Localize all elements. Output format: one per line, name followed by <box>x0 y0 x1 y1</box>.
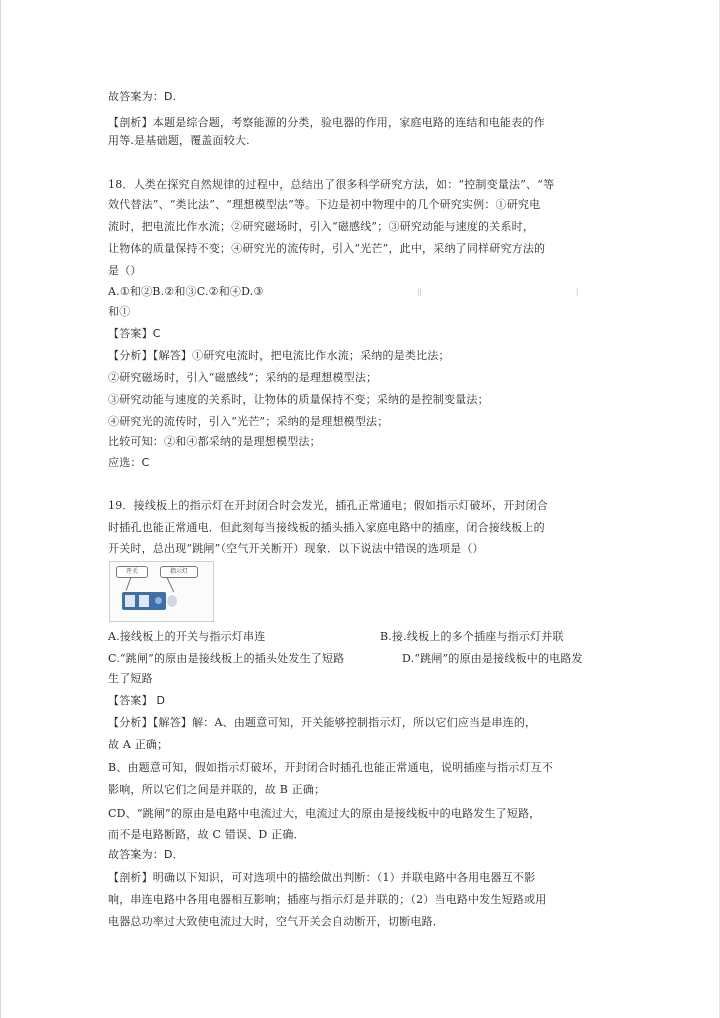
solution-19-line-3: B、由题意可知，假如指示灯破坏，开封闭合时插孔也能正常通电，说明插座与指示灯互不 <box>108 761 554 774</box>
question-19-line-1: 19．接线板上的指示灯在开封闭合时会发光，插孔正常通电；假如指示灯破坏，开封闭合 <box>108 499 548 512</box>
scan-mark: | <box>576 288 579 296</box>
solution-18-line-5: 比较可知：②和④都采纳的是理想模型法； <box>108 435 321 448</box>
solution-18-line-4: ④研究光的流传时，引入“光芒”；采纳的是理想模型法； <box>108 415 389 428</box>
socket-icon <box>125 595 135 607</box>
answer-18: 【答案】C <box>108 327 161 340</box>
analysis-line-1: 【剖析】本题是综合题，考察能源的分类，验电器的作用，家庭电路的连结和电能表的作 <box>108 116 545 129</box>
question-18-options: A.①和②B.②和③C.②和④D.③ <box>108 285 264 298</box>
solution-19-line-4: 影响，所以它们之间是并联的，故 B 正确； <box>108 783 326 796</box>
figure-pointer <box>126 577 132 590</box>
question-18-options-cont: 和① <box>108 305 131 318</box>
analysis-line-2: 用等.是基础题，覆盖面较大. <box>108 134 250 147</box>
question-18-line-5: 是（） <box>108 264 142 277</box>
solution-19-line-6: 而不是电路断路，故 C 错误、D 正确． <box>108 828 305 841</box>
question-18-line-3: 流时，把电流比作水流；②研究磁场时，引入“磁感线”；③研究动能与速度的关系时， <box>108 220 535 233</box>
question-19-option-a: A.接线板上的开关与指示灯串连 <box>108 630 266 643</box>
power-strip-figure <box>109 561 214 622</box>
solution-18-line-1: 【分析】【解答】①研究电流时，把电流比作水流；采纳的是类比法； <box>108 349 450 362</box>
figure-label-indicator: 指示灯 <box>160 566 198 578</box>
analysis-19-line-1: 【剖析】明确以下知识，可对选项中的描绘做出判断：（1）并联电路中各用电器互不影 <box>108 871 536 884</box>
analysis-19-line-3: 电器总功率过大致使电流过大时，空气开关会自动断开，切断电路． <box>108 915 444 928</box>
page-edge-left <box>0 0 1 1018</box>
solution-18-line-2: ②研究磁场时，引入“磁感线”；采纳的是理想模型法； <box>108 371 378 384</box>
question-18-line-1: 18．人类在探究自然规律的过程中，总结出了很多科学研究方法，如：“控制变量法”、“等 <box>108 178 555 191</box>
question-19-option-b: B.接.线板上的多个插座与指示灯并联 <box>380 630 564 643</box>
solution-19-line-5: CD、“跳闸”的原由是电路中电流过大，电流过大的原由是接线板中的电路发生了短路， <box>108 807 541 820</box>
scan-mark: || <box>417 288 422 296</box>
figure-pointer <box>167 578 175 593</box>
solution-19-line-2: 故 A 正确； <box>108 738 169 751</box>
solution-19-line-1: 【分析】【解答】解：A、由题意可知，开关能够控制指示灯，所以它们应当是串连的， <box>108 716 537 729</box>
solution-18-line-3: ③研究动能与速度的关系时，让物体的质量保持不变；采纳的是控制变量法； <box>108 393 489 406</box>
answer-line-17: 故答案为：D. <box>108 90 177 103</box>
switch-icon <box>167 595 177 607</box>
question-19-line-2: 时插孔也能正常通电．但此刻每当接线板的插头插入家庭电路中的插座，闭合接线板上的 <box>108 521 545 534</box>
question-18-line-2: 效代替法”、“类比法”、“理想模型法”等。下边是初中物理中的几个研究实例：①研究电 <box>108 198 541 211</box>
question-19-line-3: 开关时，总出现“跳闸”（空气开关断开）现象．以下说法中错误的选项是（） <box>108 542 484 555</box>
question-19-option-d: D.“跳闸”的原由是接线板中的电路发 <box>402 652 583 665</box>
question-18-line-4: 让物体的质量保持不变；④研究光的流传时，引入“光芒”，此中，采纳了同样研究方法的 <box>108 242 546 255</box>
answer-19-final: 故答案为：D． <box>108 848 184 861</box>
socket-icon <box>139 595 149 607</box>
question-19-option-d-cont: 生了短路 <box>108 672 153 685</box>
figure-label-switch: 开关 <box>116 566 148 578</box>
answer-19: 【答案】 D <box>108 694 166 707</box>
analysis-19-line-2: 响，串连电路中各用电器相互影响；插座与指示灯是并联的；（2）当电路中发生短路或用 <box>108 893 547 906</box>
solution-18-conclusion: 应选：C <box>108 456 150 469</box>
question-19-option-c: C.“跳闸”的原由是接线板上的插头处发生了短路 <box>108 652 345 665</box>
indicator-light-icon <box>155 597 162 604</box>
